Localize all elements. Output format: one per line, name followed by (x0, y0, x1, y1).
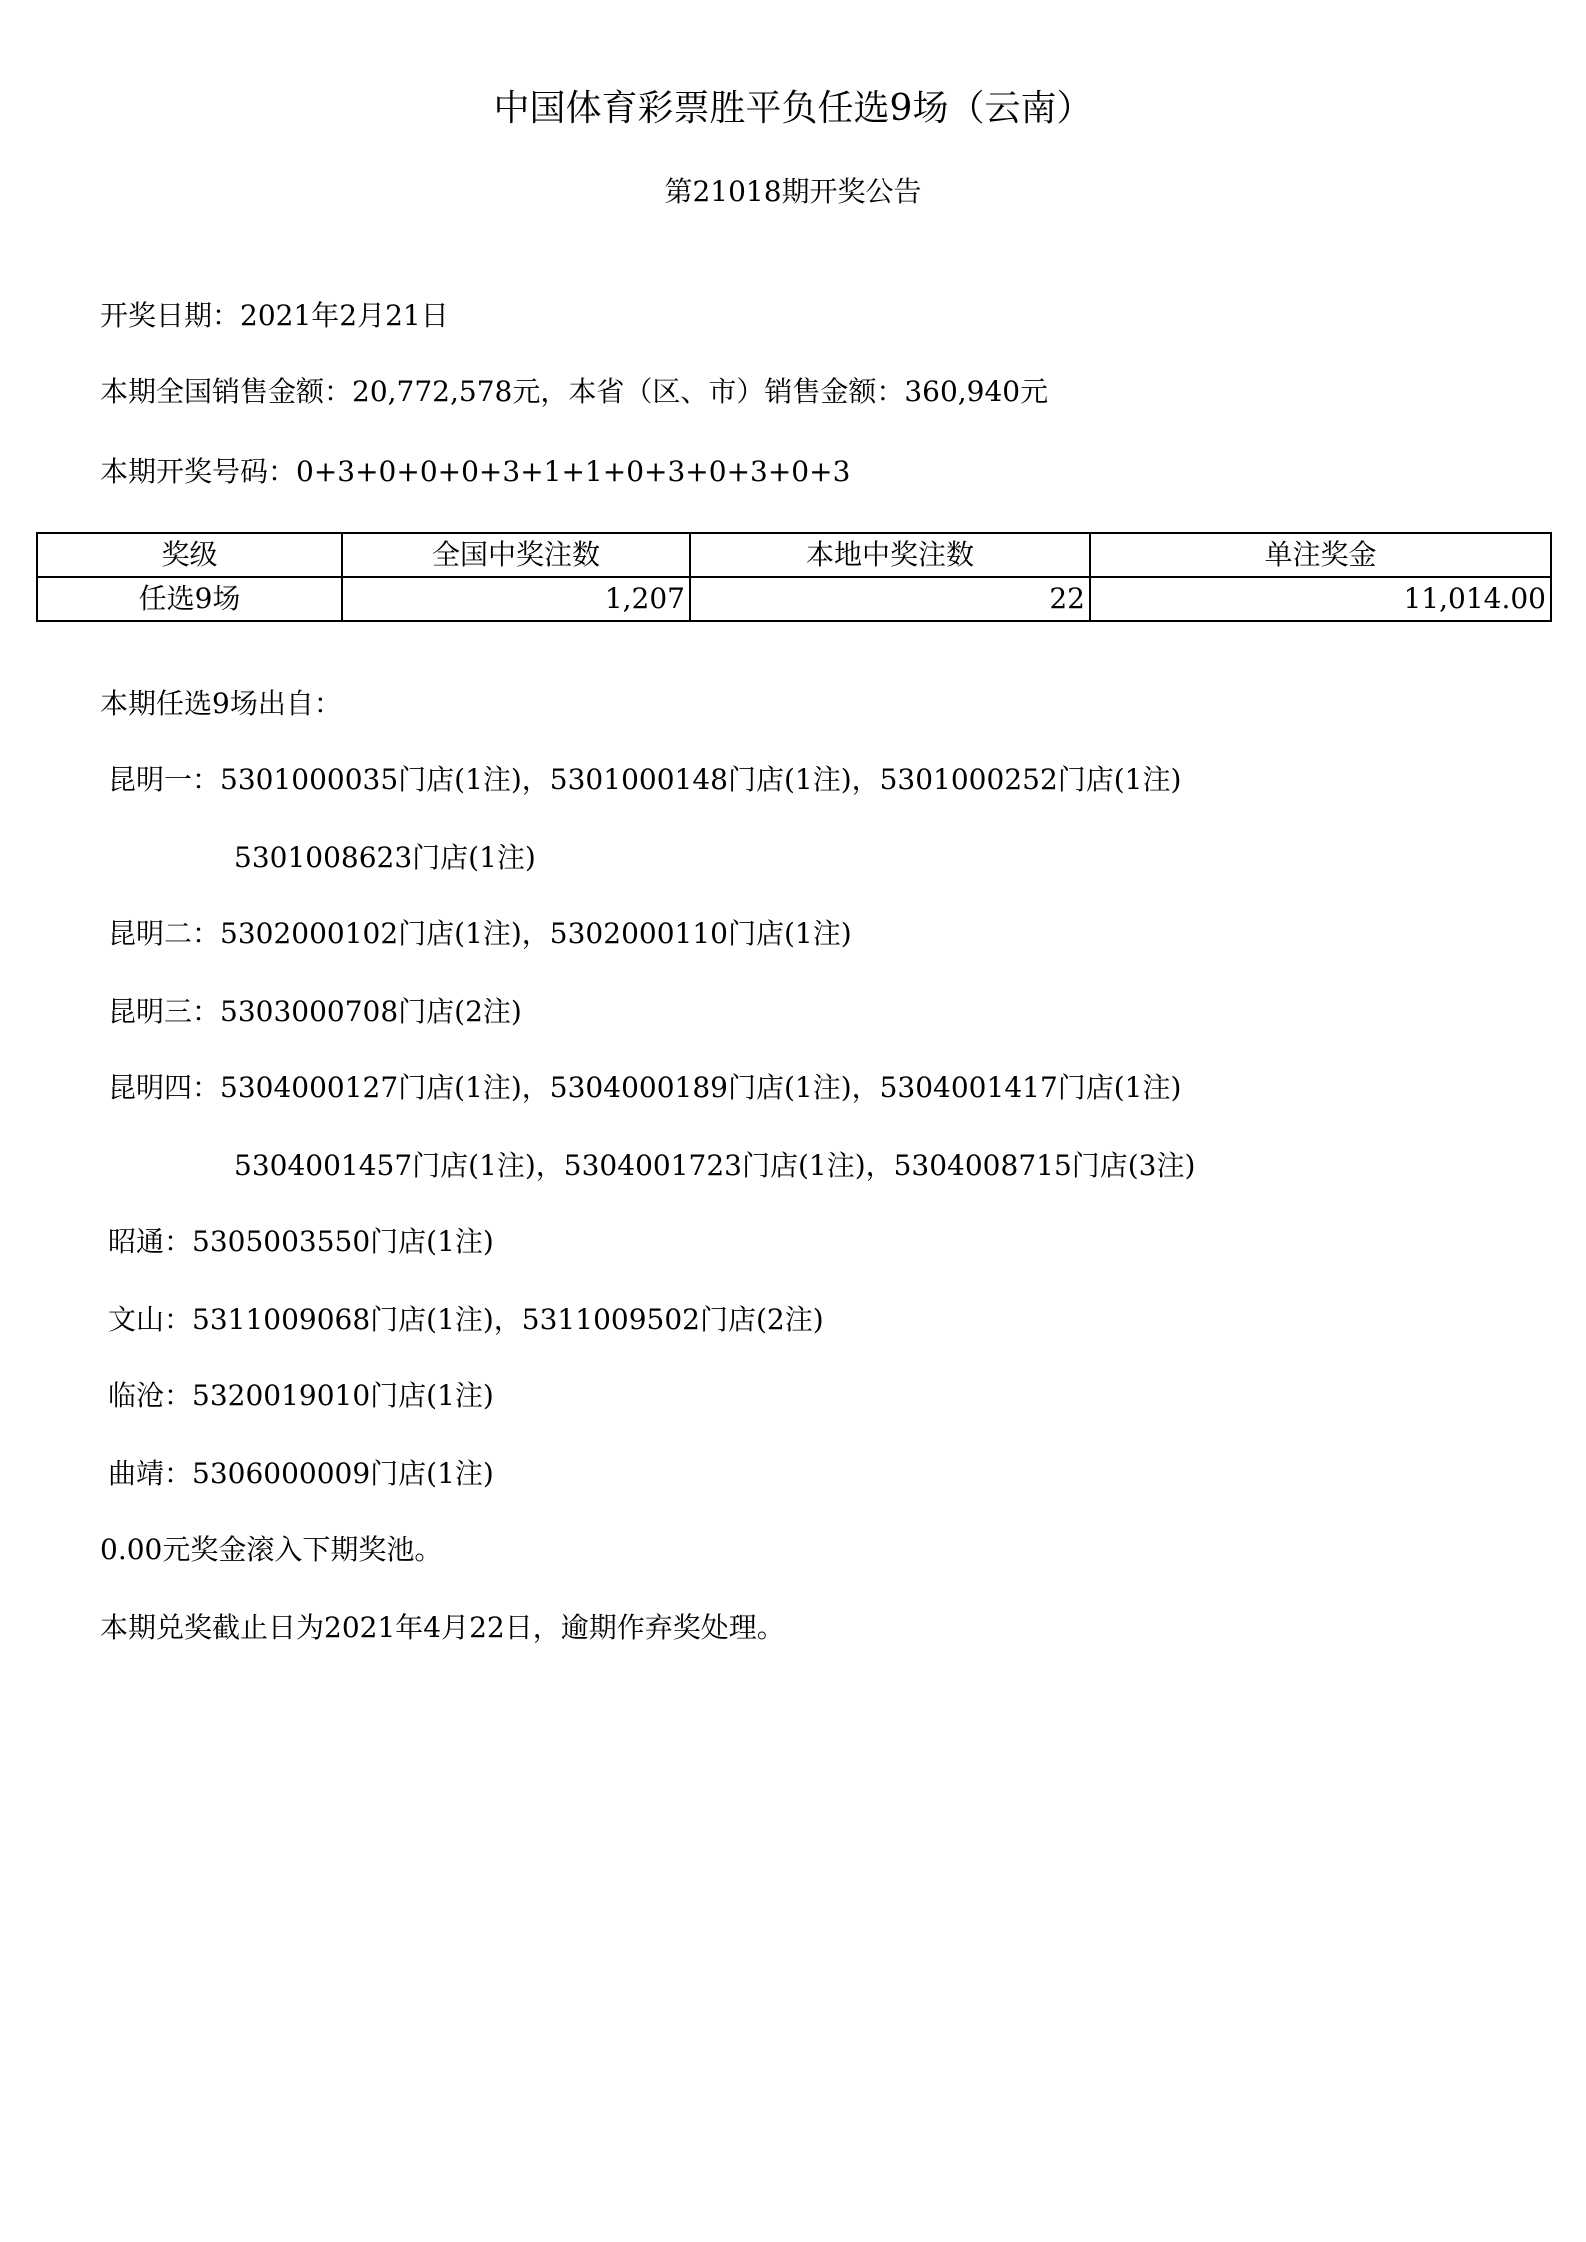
page-title: 中国体育彩票胜平负任选9场（云南） (493, 88, 1093, 129)
winner-line: 昭通：5305003550门店(1注) (108, 1225, 494, 1258)
col-header-prize: 单注奖金 (1090, 533, 1551, 577)
page-subtitle: 第21018期开奖公告 (664, 175, 922, 208)
winning-numbers: 本期开奖号码：0+3+0+0+0+3+1+1+0+3+0+3+0+3 (100, 455, 851, 488)
winner-line: 曲靖：5306000009门店(1注) (108, 1457, 494, 1490)
table-header-row (37, 533, 1551, 577)
cell-level: 任选9场 (37, 577, 342, 621)
rollover-note: 0.00元奖金滚入下期奖池。 (100, 1533, 443, 1566)
cell-national: 1,207 (342, 577, 690, 621)
col-header-level: 奖级 (37, 533, 342, 577)
prize-table (36, 532, 1552, 622)
deadline-note: 本期兑奖截止日为2021年4月22日，逾期作弃奖处理。 (100, 1611, 785, 1644)
winner-line: 5301008623门店(1注) (234, 841, 536, 874)
winner-line: 临沧：5320019010门店(1注) (108, 1379, 494, 1412)
winner-line: 5304001457门店(1注)，5304001723门店(1注)，5304008715门店(3注) (234, 1149, 1196, 1182)
winner-line: 昆明一：5301000035门店(1注)，5301000148门店(1注)，5301000252门店(1注) (108, 763, 1182, 796)
winners-intro: 本期任选9场出自： (100, 687, 342, 720)
sales-amount: 本期全国销售金额：20,772,578元，本省（区、市）销售金额：360,940元 (100, 375, 1049, 408)
winner-line: 文山：5311009068门店(1注)，5311009502门店(2注) (108, 1303, 824, 1336)
cell-prize: 11,014.00 (1090, 577, 1551, 621)
col-header-local: 本地中奖注数 (690, 533, 1090, 577)
winner-line: 昆明四：5304000127门店(1注)，5304000189门店(1注)，5304001417门店(1注) (108, 1071, 1182, 1104)
winner-line: 昆明二：5302000102门店(1注)，5302000110门店(1注) (108, 917, 852, 950)
draw-date: 开奖日期：2021年2月21日 (100, 299, 449, 332)
winner-line: 昆明三：5303000708门店(2注) (108, 995, 522, 1028)
col-header-national: 全国中奖注数 (342, 533, 690, 577)
table-row (37, 577, 1551, 621)
cell-local: 22 (690, 577, 1090, 621)
